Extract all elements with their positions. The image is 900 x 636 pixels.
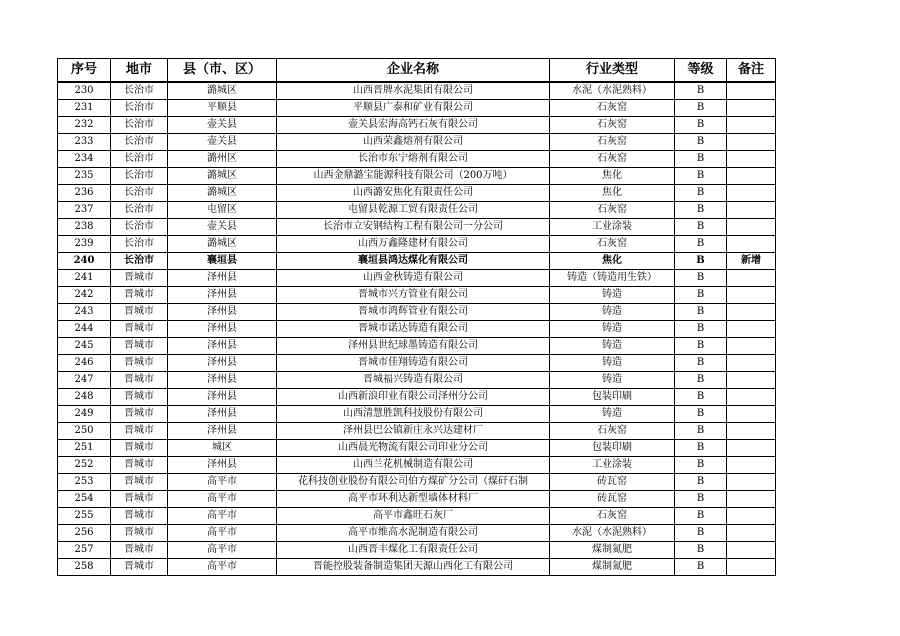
cell-enterprise-name: 高平市鑫旺石灰厂	[277, 508, 550, 525]
cell-note	[727, 287, 776, 304]
table-row	[58, 168, 776, 185]
table-row	[58, 525, 776, 542]
cell-city: 晋城市	[111, 491, 168, 508]
cell-note	[727, 474, 776, 491]
table-row	[58, 219, 776, 236]
table-row	[58, 270, 776, 287]
cell-city: 晋城市	[111, 440, 168, 457]
cell-grade: B	[675, 219, 727, 236]
cell-industry-type: 石灰窑	[550, 202, 675, 219]
cell-grade: B	[675, 406, 727, 423]
cell-county: 壶关县	[168, 117, 277, 134]
header-grade: 等级	[675, 59, 727, 83]
cell-industry-type: 铸造	[550, 372, 675, 389]
cell-no: 234	[58, 151, 111, 168]
table-row	[58, 372, 776, 389]
cell-no: 235	[58, 168, 111, 185]
table-row	[58, 321, 776, 338]
cell-county: 屯留区	[168, 202, 277, 219]
cell-no: 241	[58, 270, 111, 287]
cell-city: 晋城市	[111, 559, 168, 576]
cell-city: 长治市	[111, 253, 168, 270]
cell-county: 潞州区	[168, 151, 277, 168]
table-row	[58, 134, 776, 151]
cell-county: 高平市	[168, 508, 277, 525]
cell-grade: B	[675, 253, 727, 270]
cell-note	[727, 219, 776, 236]
cell-no: 254	[58, 491, 111, 508]
cell-grade: B	[675, 525, 727, 542]
cell-grade: B	[675, 100, 727, 117]
cell-county: 泽州县	[168, 423, 277, 440]
cell-industry-type: 包装印刷	[550, 389, 675, 406]
cell-no: 240	[58, 253, 111, 270]
cell-city: 晋城市	[111, 508, 168, 525]
cell-county: 高平市	[168, 525, 277, 542]
cell-county: 襄垣县	[168, 253, 277, 270]
cell-industry-type: 工业涂装	[550, 457, 675, 474]
cell-industry-type: 水泥（水泥熟料）	[550, 525, 675, 542]
cell-no: 237	[58, 202, 111, 219]
cell-note	[727, 321, 776, 338]
cell-no: 249	[58, 406, 111, 423]
cell-no: 230	[58, 82, 111, 100]
cell-grade: B	[675, 542, 727, 559]
cell-industry-type: 工业涂装	[550, 219, 675, 236]
table-row	[58, 253, 776, 270]
cell-no: 239	[58, 236, 111, 253]
cell-grade: B	[675, 304, 727, 321]
cell-county: 泽州县	[168, 355, 277, 372]
cell-no: 255	[58, 508, 111, 525]
cell-city: 长治市	[111, 151, 168, 168]
cell-grade: B	[675, 185, 727, 202]
cell-no: 243	[58, 304, 111, 321]
cell-industry-type: 石灰窑	[550, 423, 675, 440]
cell-enterprise-name: 晋城市佳翔铸造有限公司	[277, 355, 550, 372]
cell-note	[727, 117, 776, 134]
table-row	[58, 117, 776, 134]
cell-no: 236	[58, 185, 111, 202]
cell-no: 244	[58, 321, 111, 338]
cell-enterprise-name: 壶关县宏海高钙石灰有限公司	[277, 117, 550, 134]
cell-city: 晋城市	[111, 423, 168, 440]
cell-enterprise-name: 山西兰花机械制造有限公司	[277, 457, 550, 474]
cell-note	[727, 168, 776, 185]
cell-enterprise-name: 晋城市诺达铸造有限公司	[277, 321, 550, 338]
table-row	[58, 287, 776, 304]
cell-county: 潞城区	[168, 236, 277, 253]
cell-no: 232	[58, 117, 111, 134]
cell-industry-type: 焦化	[550, 253, 675, 270]
cell-city: 长治市	[111, 168, 168, 185]
cell-enterprise-name: 山西荣鑫熔剂有限公司	[277, 134, 550, 151]
cell-city: 晋城市	[111, 304, 168, 321]
cell-county: 泽州县	[168, 406, 277, 423]
cell-note	[727, 185, 776, 202]
header-no: 序号	[58, 59, 111, 83]
cell-industry-type: 石灰窑	[550, 151, 675, 168]
cell-industry-type: 砖瓦窑	[550, 474, 675, 491]
cell-county: 壶关县	[168, 219, 277, 236]
cell-city: 长治市	[111, 134, 168, 151]
cell-city: 长治市	[111, 82, 168, 100]
cell-note	[727, 389, 776, 406]
cell-city: 长治市	[111, 185, 168, 202]
cell-industry-type: 铸造	[550, 355, 675, 372]
table-row	[58, 406, 776, 423]
cell-note	[727, 491, 776, 508]
cell-note	[727, 151, 776, 168]
table-row	[58, 440, 776, 457]
cell-no: 245	[58, 338, 111, 355]
cell-county: 泽州县	[168, 270, 277, 287]
cell-county: 高平市	[168, 542, 277, 559]
cell-enterprise-name: 长治市立安钢结构工程有限公司一分公司	[277, 219, 550, 236]
cell-grade: B	[675, 559, 727, 576]
cell-no: 256	[58, 525, 111, 542]
cell-city: 晋城市	[111, 372, 168, 389]
cell-note: 新增	[727, 253, 776, 270]
cell-industry-type: 铸造	[550, 338, 675, 355]
cell-grade: B	[675, 82, 727, 100]
cell-grade: B	[675, 355, 727, 372]
cell-grade: B	[675, 202, 727, 219]
cell-county: 壶关县	[168, 134, 277, 151]
cell-no: 246	[58, 355, 111, 372]
cell-industry-type: 水泥（水泥熟料）	[550, 82, 675, 100]
cell-note	[727, 457, 776, 474]
cell-note	[727, 134, 776, 151]
cell-grade: B	[675, 372, 727, 389]
cell-enterprise-name: 高平市维高水泥制造有限公司	[277, 525, 550, 542]
cell-grade: B	[675, 389, 727, 406]
table-row	[58, 100, 776, 117]
cell-enterprise-name: 晋城福兴铸造有限公司	[277, 372, 550, 389]
cell-enterprise-name: 山西万鑫隆建材有限公司	[277, 236, 550, 253]
cell-county: 泽州县	[168, 287, 277, 304]
table-row	[58, 491, 776, 508]
cell-county: 高平市	[168, 474, 277, 491]
table-row	[58, 185, 776, 202]
table-row	[58, 236, 776, 253]
cell-city: 晋城市	[111, 270, 168, 287]
cell-city: 长治市	[111, 236, 168, 253]
cell-note	[727, 559, 776, 576]
table-row	[58, 202, 776, 219]
cell-note	[727, 423, 776, 440]
cell-industry-type: 铸造	[550, 321, 675, 338]
cell-no: 253	[58, 474, 111, 491]
cell-industry-type: 石灰窑	[550, 100, 675, 117]
cell-enterprise-name: 花科技创业股份有限公司伯方煤矿分公司（煤矸石制	[277, 474, 550, 491]
cell-industry-type: 石灰窑	[550, 508, 675, 525]
cell-note	[727, 82, 776, 100]
cell-grade: B	[675, 117, 727, 134]
cell-enterprise-name: 泽州县世纪球墨铸造有限公司	[277, 338, 550, 355]
cell-grade: B	[675, 440, 727, 457]
cell-enterprise-name: 晋城市鸿辉管业有限公司	[277, 304, 550, 321]
cell-note	[727, 338, 776, 355]
table-row	[58, 389, 776, 406]
table-row	[58, 423, 776, 440]
cell-enterprise-name: 山西新浪印业有限公司泽州分公司	[277, 389, 550, 406]
cell-city: 晋城市	[111, 338, 168, 355]
cell-no: 250	[58, 423, 111, 440]
table-row	[58, 304, 776, 321]
cell-industry-type: 石灰窑	[550, 117, 675, 134]
cell-county: 泽州县	[168, 338, 277, 355]
cell-industry-type: 铸造	[550, 304, 675, 321]
cell-no: 247	[58, 372, 111, 389]
cell-industry-type: 煤制氮肥	[550, 559, 675, 576]
cell-note	[727, 440, 776, 457]
cell-enterprise-name: 山西金秋铸造有限公司	[277, 270, 550, 287]
cell-city: 长治市	[111, 117, 168, 134]
cell-grade: B	[675, 236, 727, 253]
cell-city: 晋城市	[111, 525, 168, 542]
cell-enterprise-name: 山西晋丰煤化工有限责任公司	[277, 542, 550, 559]
cell-enterprise-name: 泽州县巴公镇新庄永兴达建材厂	[277, 423, 550, 440]
enterprise-table	[57, 58, 776, 576]
cell-city: 长治市	[111, 100, 168, 117]
table-row	[58, 559, 776, 576]
cell-note	[727, 202, 776, 219]
header-enterprise-name: 企业名称	[277, 59, 550, 83]
cell-grade: B	[675, 270, 727, 287]
cell-city: 晋城市	[111, 287, 168, 304]
cell-no: 248	[58, 389, 111, 406]
cell-grade: B	[675, 491, 727, 508]
table-row	[58, 542, 776, 559]
cell-city: 长治市	[111, 202, 168, 219]
cell-note	[727, 542, 776, 559]
table-row	[58, 338, 776, 355]
header-city: 地市	[111, 59, 168, 83]
table-header-row	[58, 59, 776, 83]
cell-note	[727, 304, 776, 321]
cell-no: 251	[58, 440, 111, 457]
cell-note	[727, 270, 776, 287]
cell-note	[727, 100, 776, 117]
cell-county: 泽州县	[168, 304, 277, 321]
cell-county: 泽州县	[168, 389, 277, 406]
cell-county: 潞城区	[168, 168, 277, 185]
cell-grade: B	[675, 338, 727, 355]
cell-note	[727, 236, 776, 253]
cell-industry-type: 铸造	[550, 406, 675, 423]
cell-industry-type: 石灰窑	[550, 236, 675, 253]
cell-city: 晋城市	[111, 406, 168, 423]
cell-no: 252	[58, 457, 111, 474]
header-note: 备注	[727, 59, 776, 83]
table-row	[58, 82, 776, 100]
cell-industry-type: 砖瓦窑	[550, 491, 675, 508]
cell-county: 潞城区	[168, 185, 277, 202]
cell-county: 泽州县	[168, 372, 277, 389]
table-row	[58, 151, 776, 168]
cell-grade: B	[675, 287, 727, 304]
cell-county: 平顺县	[168, 100, 277, 117]
cell-note	[727, 355, 776, 372]
cell-county: 泽州县	[168, 457, 277, 474]
cell-enterprise-name: 屯留县乾源工贸有限责任公司	[277, 202, 550, 219]
cell-county: 高平市	[168, 491, 277, 508]
cell-grade: B	[675, 474, 727, 491]
cell-enterprise-name: 山西潞安焦化有限责任公司	[277, 185, 550, 202]
cell-note	[727, 372, 776, 389]
cell-grade: B	[675, 423, 727, 440]
cell-grade: B	[675, 151, 727, 168]
cell-industry-type: 包装印刷	[550, 440, 675, 457]
cell-enterprise-name: 山西清慧胜凯科技股份有限公司	[277, 406, 550, 423]
table-row	[58, 457, 776, 474]
cell-industry-type: 铸造	[550, 287, 675, 304]
cell-enterprise-name: 山西金鼎潞宝能源科技有限公司（200万吨）	[277, 168, 550, 185]
cell-enterprise-name: 晋城市兴方管业有限公司	[277, 287, 550, 304]
cell-county: 泽州县	[168, 321, 277, 338]
cell-note	[727, 525, 776, 542]
cell-enterprise-name: 晋能控股装备制造集团天源山西化工有限公司	[277, 559, 550, 576]
cell-note	[727, 406, 776, 423]
cell-enterprise-name: 长治市东宁熔剂有限公司	[277, 151, 550, 168]
cell-no: 257	[58, 542, 111, 559]
cell-city: 晋城市	[111, 355, 168, 372]
cell-city: 晋城市	[111, 542, 168, 559]
cell-grade: B	[675, 134, 727, 151]
cell-city: 晋城市	[111, 474, 168, 491]
cell-city: 晋城市	[111, 321, 168, 338]
cell-industry-type: 煤制氮肥	[550, 542, 675, 559]
cell-industry-type: 石灰窑	[550, 134, 675, 151]
table-row	[58, 355, 776, 372]
table-body	[58, 82, 776, 576]
cell-grade: B	[675, 508, 727, 525]
cell-enterprise-name: 山西晨光物流有限公司印业分公司	[277, 440, 550, 457]
cell-enterprise-name: 山西晋牌水泥集团有限公司	[277, 82, 550, 100]
cell-county: 城区	[168, 440, 277, 457]
cell-note	[727, 508, 776, 525]
cell-county: 高平市	[168, 559, 277, 576]
header-industry-type: 行业类型	[550, 59, 675, 83]
cell-grade: B	[675, 168, 727, 185]
cell-grade: B	[675, 457, 727, 474]
header-county: 县（市、区）	[168, 59, 277, 83]
table-row	[58, 474, 776, 491]
cell-grade: B	[675, 321, 727, 338]
cell-industry-type: 铸造（铸造用生铁）	[550, 270, 675, 287]
cell-industry-type: 焦化	[550, 168, 675, 185]
table-row	[58, 508, 776, 525]
cell-city: 长治市	[111, 219, 168, 236]
cell-no: 231	[58, 100, 111, 117]
cell-city: 晋城市	[111, 389, 168, 406]
cell-city: 晋城市	[111, 457, 168, 474]
cell-no: 242	[58, 287, 111, 304]
cell-no: 238	[58, 219, 111, 236]
cell-no: 258	[58, 559, 111, 576]
cell-county: 潞城区	[168, 82, 277, 100]
cell-enterprise-name: 平顺县广泰和矿业有限公司	[277, 100, 550, 117]
cell-industry-type: 焦化	[550, 185, 675, 202]
cell-no: 233	[58, 134, 111, 151]
cell-enterprise-name: 高平市环利达新型墙体材料厂	[277, 491, 550, 508]
cell-enterprise-name: 襄垣县鸿达煤化有限公司	[277, 253, 550, 270]
